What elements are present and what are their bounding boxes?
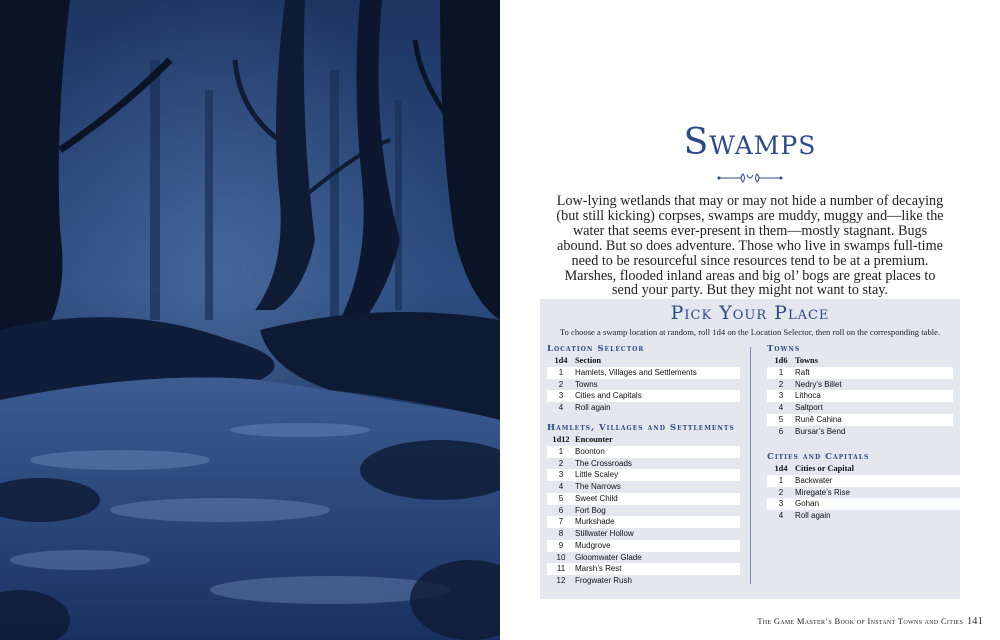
page-footer — [757, 616, 983, 627]
table-header-row — [547, 434, 740, 446]
roll-number: 1 — [778, 367, 784, 377]
table-row — [547, 446, 740, 458]
table-row — [767, 510, 960, 522]
roll-number: 3 — [778, 499, 784, 509]
page-number: 141 — [967, 616, 983, 627]
column-divider — [750, 347, 751, 584]
column-header: Encounter — [575, 435, 613, 444]
location-selector-table — [547, 343, 740, 414]
hamlets-table — [547, 422, 740, 587]
roll-number: 1 — [778, 475, 784, 485]
result-text: Towns — [575, 379, 598, 389]
table-row — [547, 379, 740, 391]
roll-number: 5 — [778, 414, 784, 424]
table-row — [767, 390, 953, 402]
column-header: Section — [575, 356, 602, 365]
result-text: Stillwater Hollow — [575, 529, 634, 538]
roll-number: 4 — [778, 511, 784, 520]
table-row — [547, 390, 740, 402]
cities-table — [767, 451, 960, 522]
table-row — [547, 505, 740, 517]
result-text: Little Scaley — [575, 470, 619, 480]
column-header: Cities or Capital — [795, 464, 854, 473]
roll-number: 8 — [558, 529, 564, 538]
roll-number: 5 — [558, 493, 564, 503]
result-text: Nedry’s Billet — [795, 379, 842, 389]
table-title: Towns — [767, 344, 801, 354]
table-row — [547, 493, 740, 505]
table-header-row — [547, 355, 740, 367]
table-row — [547, 516, 740, 528]
table-row — [547, 575, 740, 587]
roll-number: 1 — [558, 367, 564, 377]
die-header: 1d12 — [552, 435, 570, 444]
result-text: Miregate’s Rise — [795, 487, 850, 497]
result-text: Fort Bog — [575, 505, 606, 515]
result-text: The Narrows — [575, 482, 621, 491]
roll-number: 11 — [556, 564, 566, 574]
result-text: Runê Cahina — [795, 414, 842, 424]
table-row — [767, 498, 960, 510]
column-header: Towns — [795, 356, 818, 365]
die-header: 1d4 — [774, 464, 788, 473]
table-row — [547, 563, 740, 575]
result-text: Gohan — [795, 499, 820, 509]
result-text: Frogwater Rush — [575, 576, 632, 585]
scroll-flourish-icon — [717, 171, 783, 185]
table-row — [547, 540, 740, 552]
book-page — [500, 0, 1000, 640]
result-text: Roll again — [795, 511, 831, 520]
result-text: Backwater — [795, 475, 833, 485]
roll-number: 3 — [558, 391, 564, 401]
result-text: Lithoca — [795, 391, 821, 401]
roll-number: 1 — [558, 446, 564, 456]
box-instructions: To choose a swamp location at random, roll 1d4 on the Location Selector, then roll on the corresponding table. — [559, 327, 941, 337]
table-row — [547, 469, 740, 481]
result-text: Gloomwater Glade — [575, 552, 642, 562]
roll-number: 7 — [558, 517, 564, 527]
result-text: Sweet Child — [575, 493, 618, 503]
box-title: Pick Your Place — [670, 302, 830, 324]
table-header-row — [767, 463, 960, 475]
table-title: Hamlets, Villages and Settlements — [547, 423, 735, 433]
roll-number: 3 — [558, 470, 564, 480]
table-row — [547, 402, 740, 414]
result-text: Bursar’s Bend — [795, 426, 846, 436]
roll-number: 10 — [556, 552, 566, 562]
table-row — [547, 481, 740, 493]
table-row — [767, 426, 953, 438]
roll-number: 6 — [558, 505, 564, 515]
table-row — [767, 414, 953, 426]
result-text: Mudgrove — [575, 540, 611, 550]
roll-number: 6 — [778, 426, 784, 436]
roll-number: 4 — [778, 403, 784, 412]
table-row — [767, 367, 953, 379]
result-text: The Crossroads — [575, 458, 632, 468]
die-header: 1d6 — [774, 356, 788, 365]
table-row — [767, 402, 953, 414]
result-text: Raft — [795, 367, 810, 377]
roll-number: 9 — [558, 540, 564, 550]
result-text: Boonton — [575, 446, 605, 456]
table-row — [767, 475, 960, 487]
result-text: Cities and Capitals — [575, 391, 642, 401]
towns-table — [767, 343, 953, 437]
table-row — [547, 458, 740, 470]
result-text: Marsh’s Rest — [575, 564, 622, 574]
intro-paragraph: Low-lying wetlands that may or may not hide a number of decaying (but still kicking) corpses, swamps are muddy, muggy and—like the water that seems ever-present in them—mostly stagnant. Bugs abound. But so does adventure. Those who live in swamps full-time need to be resourceful since resources tend to be at a premium. Marshes, flooded inland areas and big ol’ bogs are great places to send your party. But they might not want to stay. — [556, 193, 944, 299]
table-header-row — [767, 355, 953, 367]
result-text: Hamlets, Villages and Settlements — [575, 367, 697, 377]
table-title: Location Selector — [547, 344, 645, 354]
table-row — [547, 367, 740, 379]
pick-your-place-box — [540, 299, 960, 599]
page-title: Swamps — [683, 122, 817, 163]
roll-number: 4 — [558, 482, 564, 491]
roll-number: 2 — [558, 458, 564, 468]
table-row — [767, 379, 953, 391]
table-title: Cities and Capitals — [767, 452, 870, 462]
table-row — [547, 528, 740, 540]
roll-number: 2 — [778, 379, 784, 389]
result-text: Roll again — [575, 403, 611, 412]
die-header: 1d4 — [554, 356, 568, 365]
result-text: Murkshade — [575, 517, 615, 527]
roll-number: 4 — [558, 403, 564, 412]
roll-number: 3 — [778, 391, 784, 401]
roll-number: 12 — [556, 576, 566, 585]
result-text: Saltport — [795, 403, 823, 412]
book-title: The Game Master’s Book of Instant Towns and Cities — [757, 616, 964, 626]
table-row — [767, 487, 960, 499]
roll-number: 2 — [558, 379, 564, 389]
roll-number: 2 — [778, 487, 784, 497]
table-row — [547, 552, 740, 564]
